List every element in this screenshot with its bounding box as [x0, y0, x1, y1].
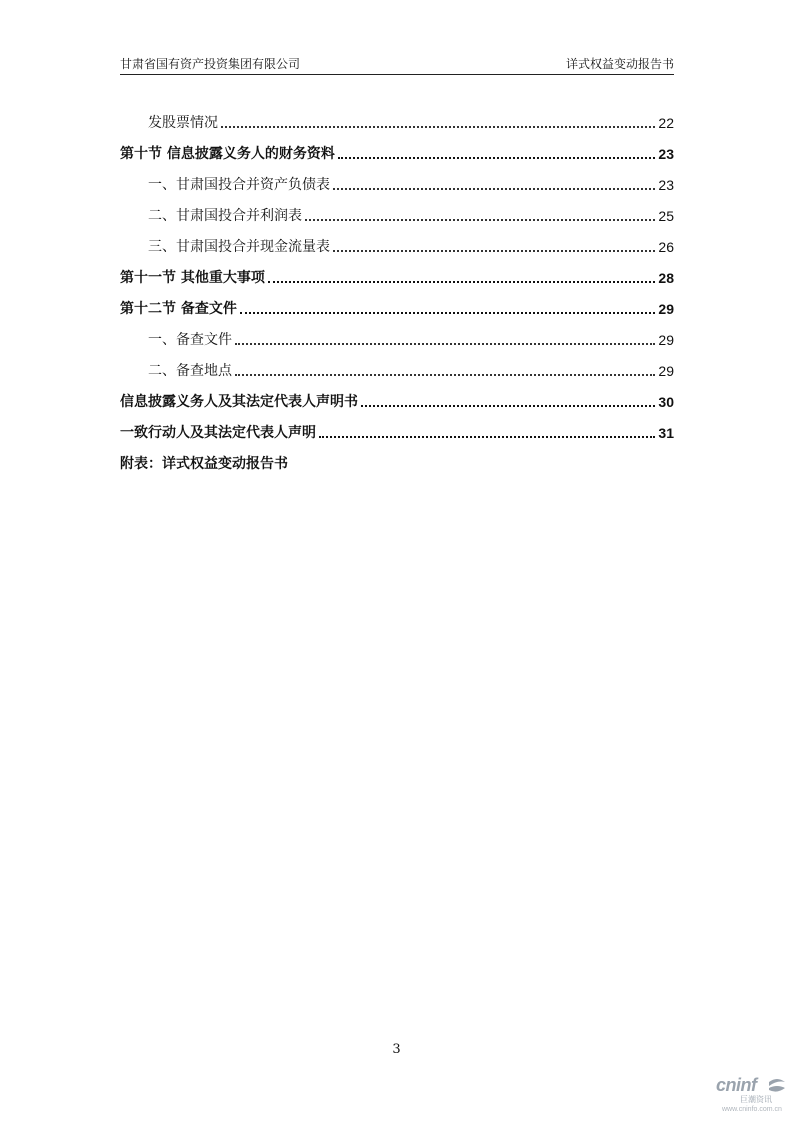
- toc-entry-page: 29: [658, 363, 674, 379]
- cninfo-logo-icon: [766, 1076, 788, 1096]
- toc-entry-title: 第十一节 其他重大事项: [120, 270, 265, 286]
- toc-entry[interactable]: [120, 163, 674, 194]
- toc-entry-page: 23: [658, 177, 674, 193]
- toc-dot-leader: [268, 281, 656, 283]
- watermark-url: www.cninfo.com.cn: [722, 1106, 782, 1113]
- toc-dot-leader: [361, 405, 655, 407]
- toc-entry-page: 23: [658, 146, 674, 162]
- toc-entry[interactable]: [120, 349, 674, 380]
- toc-dot-leader: [235, 343, 655, 345]
- toc-entry[interactable]: [120, 411, 674, 442]
- toc-entry-title: 一、备查文件: [148, 332, 232, 348]
- toc-dot-leader: [333, 188, 655, 190]
- watermark-name: 巨潮资讯: [740, 1095, 772, 1104]
- toc-entry-title: 附表：详式权益变动报告书: [120, 456, 288, 472]
- toc-entry-page: 29: [658, 301, 674, 317]
- page-header: [120, 56, 674, 75]
- toc-entry-title: 二、甘肃国投合并利润表: [148, 208, 302, 224]
- toc-entry-title: 一、甘肃国投合并资产负债表: [148, 177, 330, 193]
- header-document-title: 详式权益变动报告书: [565, 57, 674, 71]
- table-of-contents: [120, 101, 674, 473]
- toc-entry-page: 28: [658, 270, 674, 286]
- toc-entry-title: 一致行动人及其法定代表人声明: [120, 425, 316, 441]
- header-company-name: 甘肃省国有资产投资集团有限公司: [120, 57, 301, 71]
- toc-entry-page: 29: [658, 332, 674, 348]
- toc-entry[interactable]: [120, 318, 674, 349]
- toc-entry[interactable]: [120, 194, 674, 225]
- toc-entry-title: 发股票情况: [148, 115, 218, 131]
- toc-entry-title: 第十二节 备查文件: [120, 301, 237, 317]
- toc-dot-leader: [305, 219, 655, 221]
- toc-entry-page: 30: [658, 394, 674, 410]
- toc-entry-page: 22: [658, 115, 674, 131]
- toc-dot-leader: [333, 250, 655, 252]
- toc-dot-leader: [319, 436, 655, 438]
- toc-dot-leader: [240, 312, 656, 314]
- toc-entry[interactable]: [120, 225, 674, 256]
- toc-entry[interactable]: [120, 256, 674, 287]
- toc-entry[interactable]: [120, 380, 674, 411]
- cninfo-watermark: [716, 1075, 793, 1119]
- toc-dot-leader: [338, 157, 656, 159]
- toc-entry-page: 25: [658, 208, 674, 224]
- toc-entry[interactable]: [120, 442, 674, 473]
- toc-entry-page: 31: [658, 425, 674, 441]
- page-number: 3: [392, 1042, 401, 1057]
- toc-entry-title: 三、甘肃国投合并现金流量表: [148, 239, 330, 255]
- toc-entry[interactable]: [120, 287, 674, 318]
- toc-entry[interactable]: [120, 132, 674, 163]
- toc-dot-leader: [235, 374, 655, 376]
- toc-dot-leader: [221, 126, 655, 128]
- toc-entry[interactable]: [120, 101, 674, 132]
- watermark-brand: cninf: [716, 1075, 757, 1095]
- toc-entry-page: 26: [658, 239, 674, 255]
- toc-entry-title: 第十节 信息披露义务人的财务资料: [120, 146, 335, 162]
- toc-entry-title: 二、备查地点: [148, 363, 232, 379]
- toc-entry-title: 信息披露义务人及其法定代表人声明书: [120, 394, 358, 410]
